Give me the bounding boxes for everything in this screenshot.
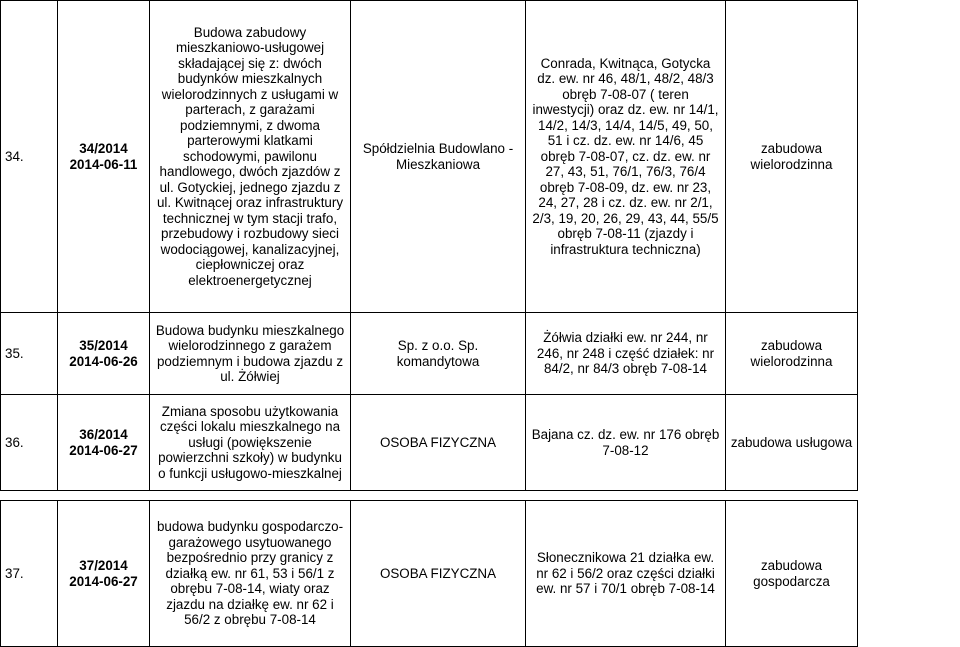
case-number: 34/2014: [79, 141, 128, 156]
location-cell: Żółwia działki ew. nr 244, nr 246, nr 248 i część działek: nr 84/2, nr 84/3 obręb 7-08-14: [526, 313, 726, 395]
location-cell: Bajana cz. dz. ew. nr 176 obręb 7-08-12: [526, 395, 726, 491]
case-date: 2014-06-11: [69, 156, 138, 172]
description-cell: Budowa zabudowy mieszkaniowo-usługowej składającej się z: dwóch budynków mieszkalnych wielorodzinnych z usługami w parterach, z garażami podziemnymi, z dwoma parterowymi klatkami schodowymi, pawilonu handlowego, dwóch zjazdów z ul. Gotyckiej, jednego zjazdu z ul. Kwitnącej oraz infrastruktury technicznej w tym stacji trafo, przebudowy i rozbudowy sieci wodociągowej, kanalizacyjnej, ciepłowniczej oraz elektroenergetycznej: [150, 1, 351, 313]
investor-cell: OSOBA FIZYCZNA: [351, 395, 526, 491]
building-type-cell: zabudowa gospodarcza: [726, 501, 858, 647]
case-cell: [58, 1, 150, 313]
case-cell: [58, 501, 150, 647]
building-type-cell: zabudowa usługowa: [726, 395, 858, 491]
location-cell: Słonecznikowa 21 działka ew. nr 62 i 56/2 oraz części działki ew. nr 57 i 70/1 obręb 7-08-14: [526, 501, 726, 647]
case-cell: [58, 395, 150, 491]
case-date: 2014-06-27: [69, 442, 138, 458]
table-row: [1, 1, 858, 313]
table-row: [1, 313, 858, 395]
investor-cell: OSOBA FIZYCZNA: [351, 501, 526, 647]
table-row: [1, 395, 858, 491]
case-date: 2014-06-26: [69, 353, 138, 369]
building-type-cell: zabudowa wielorodzinna: [726, 313, 858, 395]
table-row: [1, 501, 858, 647]
case-number: 36/2014: [79, 427, 128, 442]
description-cell: budowa budynku gospodarczo-garażowego usytuowanego bezpośrednio przy granicy z działką ew. nr 61, 53 i 56/1 z obrębu 7-08-14, wiaty oraz zjazdu na działkę ew. nr 62 i 56/2 z obrębu 7-08-14: [150, 501, 351, 647]
case-date: 2014-06-27: [69, 573, 138, 589]
case-number: 35/2014: [79, 338, 128, 353]
row-number: 37.: [1, 501, 58, 647]
investor-cell: Sp. z o.o. Sp. komandytowa: [351, 313, 526, 395]
location-cell: Conrada, Kwitnąca, Gotycka dz. ew. nr 46, 48/1, 48/2, 48/3 obręb 7-08-07 ( teren inwestycji) oraz dz. ew. nr 14/1, 14/2, 14/3, 14/4, 14/5, 49, 50, 51 i cz. dz. ew. nr 14/6, 45 obręb 7-08-07, cz. dz. ew. nr 27, 43, 51, 76/1, 76/3, 76/4 obręb 7-08-09, dz. ew. nr 23, 24, 27, 28 i cz. dz. ew. nr 2/1, 2/3, 19, 20, 26, 29, 43, 44, 55/5 obręb 7-08-11 (zjazdy i infrastruktura techniczna): [526, 1, 726, 313]
building-type-cell: zabudowa wielorodzinna: [726, 1, 858, 313]
row-number: 36.: [1, 395, 58, 491]
case-cell: [58, 313, 150, 395]
description-cell: Zmiana sposobu użytkowania części lokalu mieszkalnego na usługi (powiększenie powierzchni szkoły) w budynku o funkcji usługowo-mieszkalnej: [150, 395, 351, 491]
row-gap: [1, 491, 858, 501]
row-number: 34.: [1, 1, 58, 313]
description-cell: Budowa budynku mieszkalnego wielorodzinnego z garażem podziemnym i budowa zjazdu z ul. Żółwiej: [150, 313, 351, 395]
row-number: 35.: [1, 313, 58, 395]
investor-cell: Spółdzielnia Budowlano - Mieszkaniowa: [351, 1, 526, 313]
case-number: 37/2014: [79, 558, 128, 573]
